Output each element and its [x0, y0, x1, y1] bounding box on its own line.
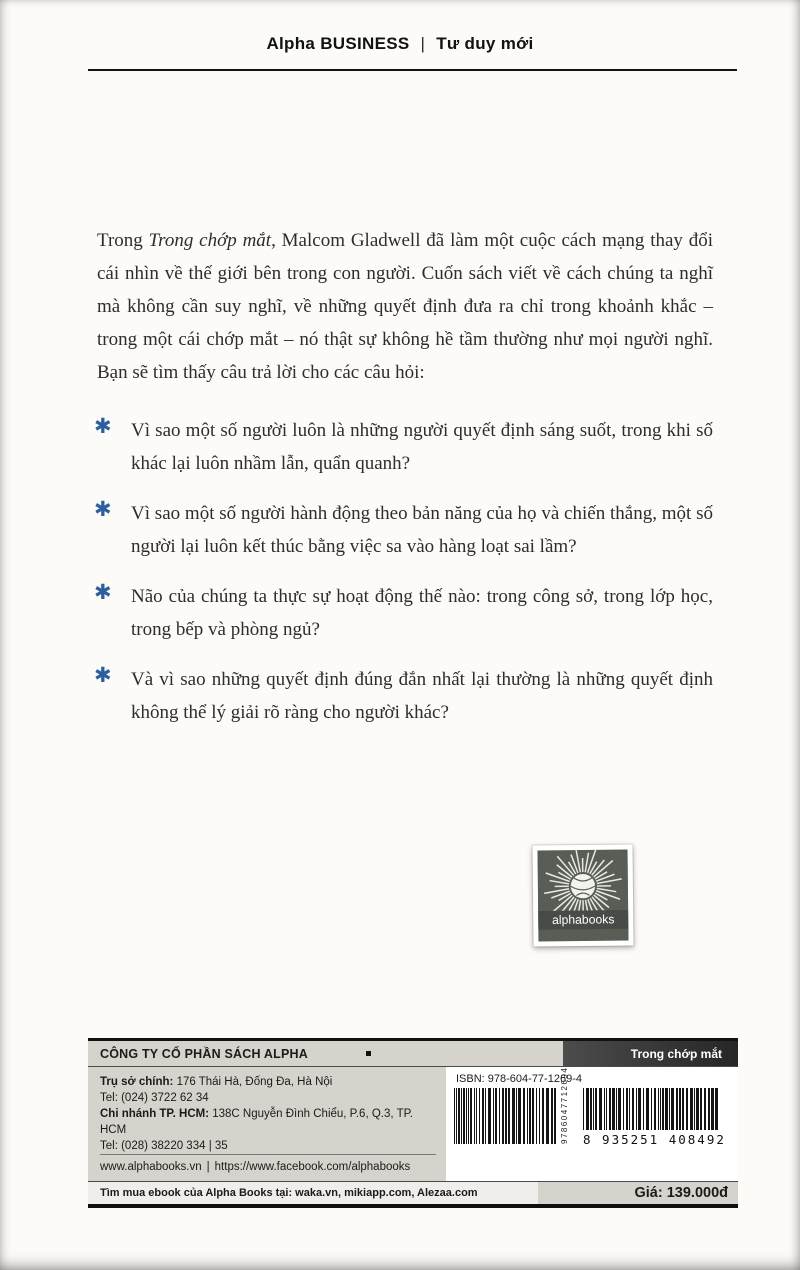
footer-header-row: [88, 1041, 738, 1067]
facebook-label: https://www.facebook.com/alphabooks: [214, 1161, 411, 1173]
isbn-label: ISBN: 978-604-77-1269-4: [456, 1073, 582, 1085]
alphabooks-logo: [532, 844, 633, 946]
websites-line: [100, 1154, 436, 1175]
header-divider: [88, 69, 737, 71]
publisher-footer: [88, 1038, 738, 1208]
asterisk-bullet-icon: ✱: [94, 414, 112, 438]
book-title-tag: Trong chớp mắt: [563, 1041, 738, 1066]
ean-barcode: [583, 1088, 735, 1130]
separator: |: [420, 34, 426, 53]
bullet-text: Vì sao một số người luôn là những người quyết định sáng suốt, trong khi số khác lại luôn nhầm lẫn, quẩn quanh?: [131, 420, 713, 474]
asterisk-bullet-icon: ✱: [94, 663, 112, 687]
isbn-number-vertical: 9786047712694: [560, 1066, 569, 1144]
address-line: [100, 1074, 436, 1090]
asterisk-bullet-icon: ✱: [94, 580, 112, 604]
ebook-note: Tìm mua ebook của Alpha Books tại: waka.vn, mikiapp.com, Alezaa.com: [88, 1182, 538, 1204]
intro-paragraph: [97, 224, 713, 389]
branch-value: 138C Nguyễn Đình Chiểu, P.6, Q.3, TP. HCM: [100, 1108, 413, 1136]
isbn-barcode: [454, 1088, 558, 1144]
tel2-line: Tel: (028) 38220 334 | 35: [100, 1140, 228, 1152]
intro-rest: , Malcom Gladwell đã làm một cuộc cách mạng thay đổi cái nhìn về thế giới bên trong con người. Cuốn sách viết về cách chúng ta nghĩ mà không cần suy nghĩ, về những quyết định đưa ra chỉ trong khoảnh khắc – trong một cái chớp mắt – nó thật sự không hề tầm thường như mọi người nghĩ. Bạn sẽ tìm thấy câu trả lời cho các câu hỏi:: [97, 230, 714, 383]
bullet-text: Vì sao một số người hành động theo bản năng của họ và chiến thắng, một số người lại luôn kết thúc bằng việc sa vào hàng loạt sai lầm?: [131, 503, 713, 557]
company-name: CÔNG TY CỔ PHẦN SÁCH ALPHA: [100, 1046, 308, 1061]
top-banner: [0, 34, 800, 54]
intro-book-title: Trong chớp mắt: [148, 230, 272, 251]
blurb-section: [94, 224, 714, 746]
address-value: 176 Thái Hà, Đống Đa, Hà Nội: [176, 1076, 333, 1088]
tel-line: Tel: (024) 3722 62 34: [100, 1092, 209, 1104]
tagline-label: Tư duy mới: [436, 34, 534, 53]
address-label: Trụ sở chính:: [100, 1076, 174, 1088]
logo-starburst-icon: [538, 850, 629, 942]
barcode-panel: [446, 1067, 738, 1181]
intro-prefix: Trong: [97, 230, 149, 251]
contact-info: [88, 1067, 446, 1181]
footer-bottom-row: [88, 1181, 738, 1208]
list-item: [94, 663, 713, 729]
list-item: [94, 414, 713, 480]
logo-wordmark: alphabooks: [552, 912, 615, 927]
url-separator: |: [206, 1161, 210, 1173]
brand-label: Alpha BUSINESS: [266, 34, 410, 53]
question-list: [94, 414, 713, 729]
website-label: www.alphabooks.vn: [100, 1161, 202, 1173]
ean-barcode-group: [583, 1088, 735, 1147]
bullet-text: Và vì sao những quyết định đúng đắn nhất lại thường là những quyết định không thể lý giải rõ ràng cho người khác?: [131, 669, 713, 723]
asterisk-bullet-icon: ✱: [94, 497, 112, 521]
list-item: [94, 497, 713, 563]
list-item: [94, 580, 713, 646]
footer-main: [88, 1067, 738, 1181]
ean-number: 8 935251 408492: [583, 1132, 726, 1147]
branch-line: [100, 1106, 436, 1138]
dot-separator-icon: [366, 1051, 371, 1056]
branch-label: Chi nhánh TP. HCM:: [100, 1108, 210, 1120]
bullet-text: Não của chúng ta thực sự hoạt động thế nào: trong công sở, trong lớp học, trong bếp và phòng ngủ?: [131, 586, 713, 640]
price-label: Giá: 139.000đ: [538, 1182, 738, 1204]
